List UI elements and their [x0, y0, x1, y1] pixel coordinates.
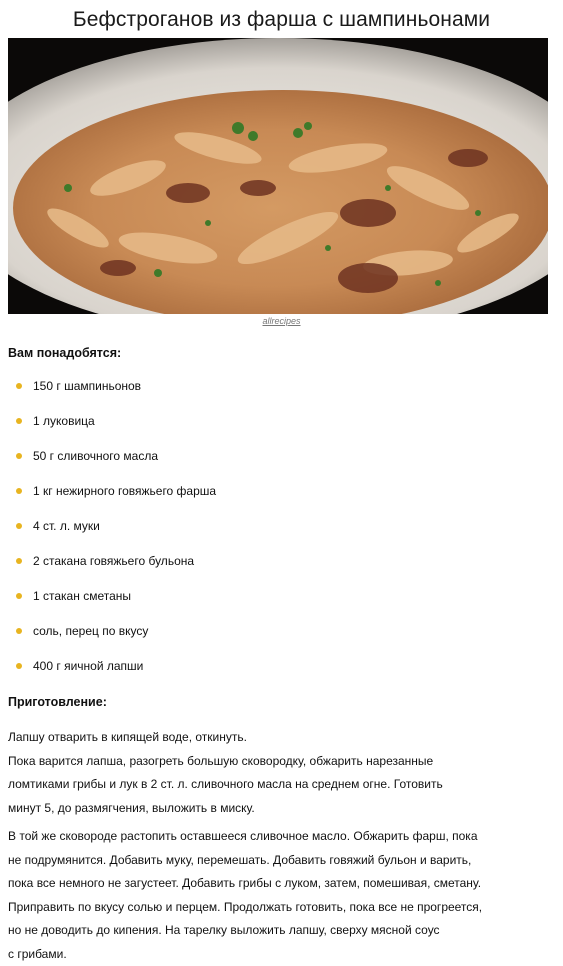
ingredient-item: [16, 442, 536, 477]
bullet-icon: [16, 558, 22, 564]
ingredient-item: [16, 617, 536, 652]
bullet-icon: [16, 663, 22, 669]
ingredients-heading: Вам понадобятся:: [8, 346, 121, 360]
text-line: с грибами.: [8, 943, 553, 966]
ingredient-text: 150 г шампиньонов: [33, 379, 141, 393]
preparation-paragraph-2: [8, 825, 553, 966]
text-line: не подрумянится. Добавить муку, перемешать. Добавить говяжий бульон и варить,: [8, 849, 553, 873]
preparation-heading: Приготовление:: [8, 695, 107, 709]
bullet-icon: [16, 488, 22, 494]
text-line: ломтиками грибы и лук в 2 ст. л. сливочного масла на среднем огне. Готовить: [8, 773, 553, 797]
text-line: Приправить по вкусу солью и перцем. Продолжать готовить, пока все не прогреется,: [8, 896, 553, 920]
ingredient-item: [16, 407, 536, 442]
ingredient-text: 50 г сливочного масла: [33, 449, 158, 463]
ingredient-text: соль, перец по вкусу: [33, 624, 148, 638]
ingredient-text: 400 г яичной лапши: [33, 659, 143, 673]
photo-credit: allrecipes: [0, 316, 563, 326]
page-title: Бефстроганов из фарша с шампиньонами: [0, 8, 563, 32]
ingredients-list: [16, 372, 536, 687]
ingredient-text: 4 ст. л. муки: [33, 519, 100, 533]
bullet-icon: [16, 418, 22, 424]
ingredient-text: 1 луковица: [33, 414, 95, 428]
ingredient-item: [16, 652, 536, 687]
bullet-icon: [16, 593, 22, 599]
ingredient-text: 1 кг нежирного говяжьего фарша: [33, 484, 216, 498]
text-line: Лапшу отварить в кипящей воде, откинуть.: [8, 726, 553, 750]
ingredient-item: [16, 372, 536, 407]
text-line: минут 5, до размягчения, выложить в миску.: [8, 797, 553, 821]
text-line: В той же сковороде растопить оставшееся сливочное масло. Обжарить фарш, пока: [8, 825, 553, 849]
dish-photo: [8, 38, 548, 314]
ingredient-item: [16, 477, 536, 512]
bullet-icon: [16, 628, 22, 634]
ingredient-text: 1 стакан сметаны: [33, 589, 131, 603]
preparation-paragraph-1: [8, 726, 553, 820]
ingredient-item: [16, 582, 536, 617]
text-line: Пока варится лапша, разогреть большую сковородку, обжарить нарезанные: [8, 750, 553, 774]
bullet-icon: [16, 453, 22, 459]
text-line: пока все немного не загустеет. Добавить грибы с луком, затем, помешивая, сметану.: [8, 872, 553, 896]
text-line: но не доводить до кипения. На тарелку выложить лапшу, сверху мясной соус: [8, 919, 553, 943]
ingredient-item: [16, 547, 536, 582]
ingredient-item: [16, 512, 536, 547]
bullet-icon: [16, 383, 22, 389]
ingredient-text: 2 стакана говяжьего бульона: [33, 554, 194, 568]
bullet-icon: [16, 523, 22, 529]
